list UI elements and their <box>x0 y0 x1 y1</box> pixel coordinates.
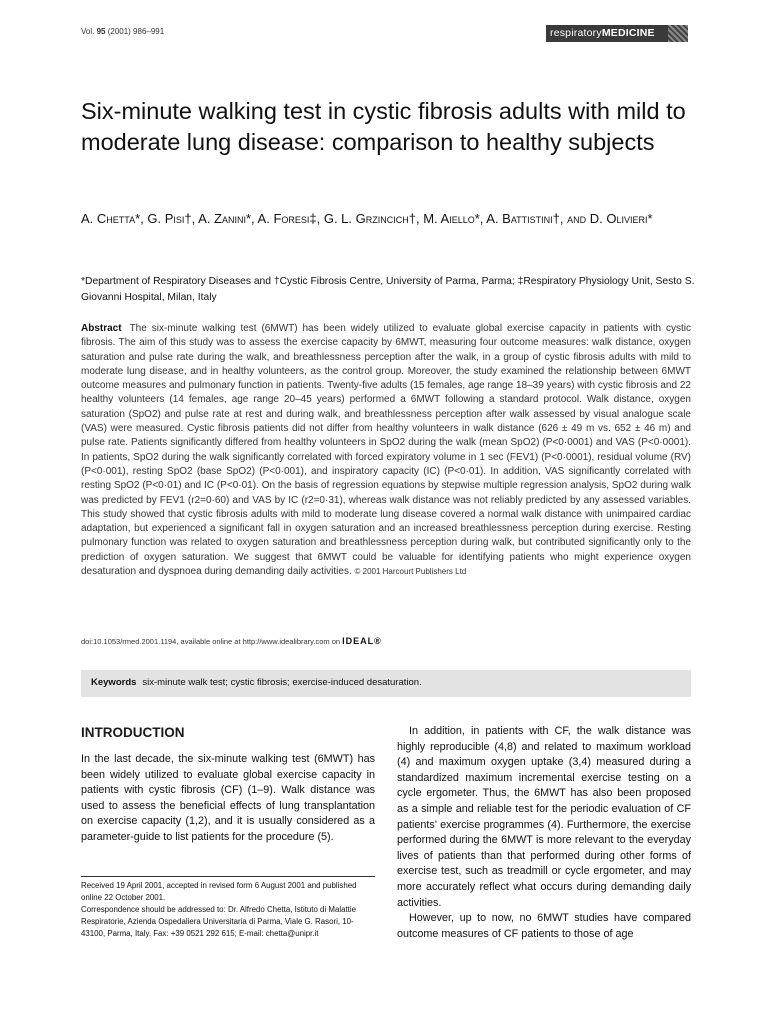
ideal-logo: IDEAL® <box>342 636 382 646</box>
journal-logo-part2: MEDICINE <box>601 27 655 39</box>
journal-reference <box>81 27 164 36</box>
keywords-text: six-minute walk test; cystic fibrosis; exercise-induced desaturation. <box>142 677 422 688</box>
keywords-label: Keywords <box>91 677 137 688</box>
intro-paragraph-3: However, up to now, no 6MWT studies have compared outcome measures of CF patients to those of age <box>397 912 691 940</box>
logo-texture-icon <box>668 25 688 42</box>
right-column <box>397 724 691 942</box>
affiliations: *Department of Respiratory Diseases and †Cystic Fibrosis Centre, University of Parma, Parma; ‡Respiratory Physiology Unit, Sesto S. Giovanni Hospital, Milan, Italy <box>81 276 695 303</box>
intro-paragraph-2: In addition, in patients with CF, the walk distance was highly reproducible (4,8) and related to maximum workload (4) and maximum oxygen uptake (3,4) measured during a standardized maximum incremental exercise testing on a cycle ergometer. Thus, the 6MWT has also been proposed as a simple and reliable test for the periodic evaluation of CF patients' exercise programmes (4). Furthermore, the exercise performed during the 6MWT is more relevant to the everyday lives of patients than that performed during other forms of exercise test, such as treadmill or cycle ergometer, and may more accurately reflect what occurs during demanding daily activities. <box>397 725 691 909</box>
abstract-text: The six-minute walking test (6MWT) has been widely utilized to evaluate global exercise capacity in patients with cystic fibrosis. The aim of this study was to assess the exercise capacity by 6MWT, measuring four outcome measures: walk distance, oxygen saturation and pulse rate during the walk, and breathlessness perception after the walk, in a group of cystic fibrosis adults with mild to moderate lung disease, and in healthy volunteers, as the control group. Moreover, the study examined the relationship between 6MWT outcome measures and pulmonary function in patients. Twenty-five adults (15 females, age range 18–39 years) with cystic fibrosis and 22 healthy volunteers (14 females, age range 20–45 years) performed a 6MWT following a standard protocol. Walk distance, oxygen saturation (SpO2) and pulse rate at rest and during walk, and breathlessness perception after walk assessed by visual analogue scale (VAS) were measured. Cystic fibrosis patients did not differ from healthy volunteers in walk distance (626 ± 49 m vs. 652 ± 46 m) and pulse rate. Patients significantly differed from healthy volunteers in SpO2 during the walk (mean SpO2) (P<0·0001) and VAS (P<0·0001). In patients, SpO2 during the walk significantly correlated with forced expiratory volume in 1 sec (FEV1) (P<0·0001), residual volume (RV) (P<0·001), resting SpO2 (base SpO2) (P<0·001), and inspiratory capacity (IC) (P<0·01). In addition, VAS significantly correlated with resting SpO2 (P<0·01) and IC (P<0·01). On the basis of regression equations by stepwise multiple regression analysis, SpO2 during walk was predicted by FEV1 (r2=0·60) and VAS by IC (r2=0·31), whereas walk distance was not reliably predicted by any assessed variables. This study showed that cystic fibrosis adults with mild to moderate lung disease covered a normal walk distance with unimpaired cardiac adaptation, but experienced a significant fall in oxygen saturation and an increased breathlessness perception during exercise. Resting pulmonary function was related to oxygen saturation and breathlessness perception during walk, but contributed significantly only to the prediction of oxygen saturation. We suggest that 6MWT could be valuable for identifying patients who might experience oxygen desaturation and dyspnoea during demanding daily activities. <box>81 323 691 578</box>
author-list: A. Chetta*, G. Pisi†, A. Zanini*, A. Foresi‡, G. L. Grzincich†, M. Aiello*, A. Battistini†, and D. Olivieri* <box>81 211 653 226</box>
footnotes <box>81 880 375 940</box>
journal-logo <box>546 25 688 42</box>
received-note: Received 19 April 2001, accepted in revised form 6 August 2001 and published online 22 October 2001. <box>81 881 357 902</box>
abstract <box>81 322 691 579</box>
article-title: Six-minute walking test in cystic fibrosis adults with mild to moderate lung disease: comparison to healthy subjects <box>81 98 686 155</box>
journal-volume: 95 <box>96 27 106 36</box>
journal-ref-rest: (2001) 986–991 <box>105 27 165 36</box>
copyright-notice: © 2001 Harcourt Publishers Ltd <box>354 567 467 577</box>
keywords <box>91 677 422 688</box>
introduction-heading: INTRODUCTION <box>81 725 185 740</box>
abstract-label: Abstract <box>81 323 122 334</box>
doi-line <box>81 636 382 646</box>
left-column <box>81 752 375 846</box>
correspondence-note: Correspondence should be addressed to: Dr. Alfredo Chetta, Istituto di Malattie Respiratorie, Azienda Ospedaliera Universitaria di Parma, Viale G. Rasori, 10-43100, Parma, Italy. Fax: +39 0521 292 615; E-mail: chetta@unipr.it <box>81 905 357 938</box>
doi-text: doi:10.1053/rmed.2001.1194, available online at http://www.idealibrary.com on <box>81 637 343 646</box>
intro-paragraph-1: In the last decade, the six-minute walking test (6MWT) has been widely utilized to evaluate global exercise capacity in patients with cystic fibrosis (CF) (1–9). Walk distance was used to assess the beneficial effects of lung transplantation on exercise capacity (1,2), and it is usually considered as a parameter-guide to list patients for the procedure (5). <box>81 753 375 843</box>
footnote-divider <box>81 876 375 877</box>
journal-logo-part1: respiratory <box>550 27 602 39</box>
journal-ref-prefix: Vol. <box>81 27 97 36</box>
keywords-box <box>81 670 691 697</box>
